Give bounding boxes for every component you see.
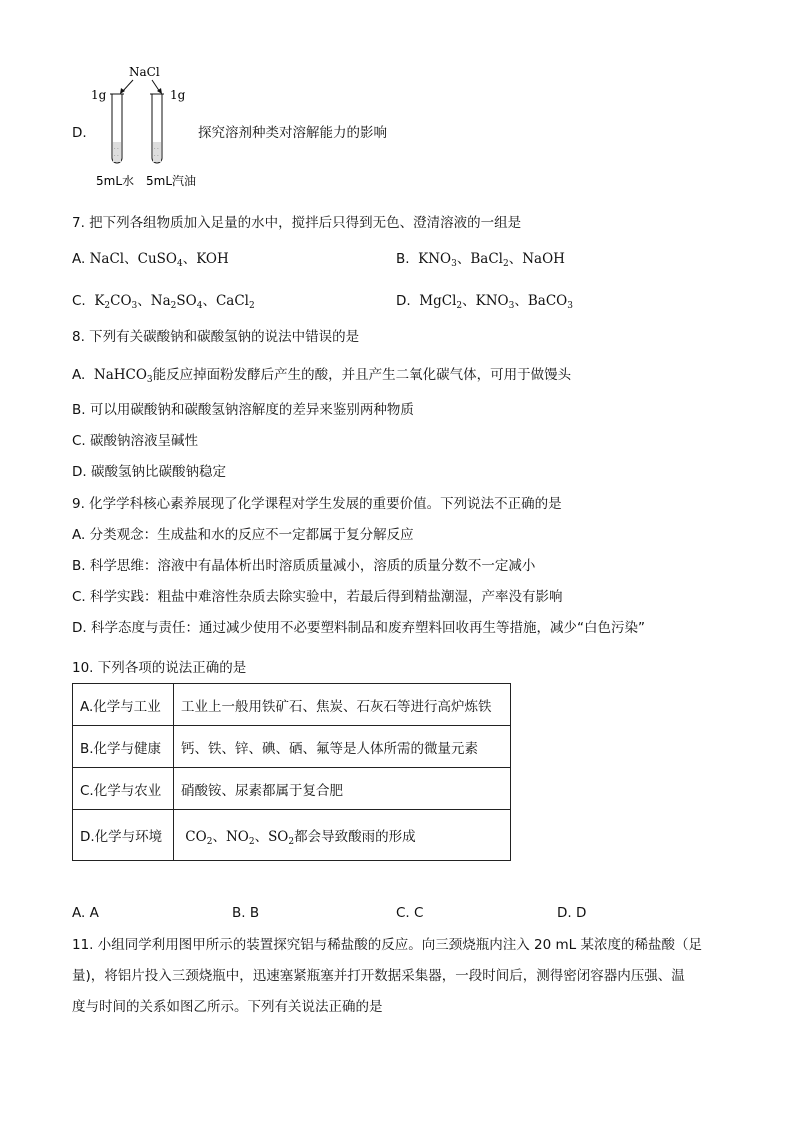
svg-text:· ·: · · <box>154 153 159 159</box>
table-cell-value: 工业上一般用铁矿石、焦炭、石灰石等进行高炉炼铁 <box>174 684 511 726</box>
q7-option-d: D. MgCl$_2$、$KNO_3$、BaCO$_3$ <box>396 293 573 311</box>
svg-text:· ·: · · <box>154 146 159 152</box>
table-cell-value: 钙、铁、锌、碘、硒、氟等是人体所需的微量元素 <box>174 726 511 768</box>
figure-left-solvent: 5mL水 <box>96 174 135 188</box>
q9-option-c: C. 科学实践：粗盐中难溶性杂质去除实验中，若最后得到精盐潮湿，产率没有影响 <box>72 589 563 605</box>
figure-right-solvent: 5mL汽油 <box>146 174 197 188</box>
q7-option-c: C. $K_2CO_3$、$Na_2SO_4$、CaCl$_2$ <box>72 293 255 311</box>
table-row <box>73 726 511 768</box>
figure-right-mass: 1g <box>170 88 186 102</box>
table-cell-key: A.化学与工业 <box>73 684 174 726</box>
q8-option-c: C. 碳酸钠溶液呈碱性 <box>72 433 199 449</box>
q8-option-d: D. 碳酸氢钠比碳酸钠稳定 <box>72 464 226 480</box>
question-10-stem: 10. 下列各项的说法正确的是 <box>72 660 247 676</box>
table-cell-key: B.化学与健康 <box>73 726 174 768</box>
table-row <box>73 768 511 810</box>
question-11-line-2: 量)，将铝片投入三颈烧瓶中，迅速塞紧瓶塞并打开数据采集器，一段时间后，测得密闭容器内压强、温 <box>72 968 685 984</box>
q10-answer-a: A. A <box>72 905 99 921</box>
q7-option-b: B. $KNO_3$、BaCl$_2$、NaOH <box>396 251 565 269</box>
table-cell-key: C.化学与农业 <box>73 768 174 810</box>
svg-text:· ·: · · <box>114 146 119 152</box>
figure-reagent-label: NaCl <box>129 65 160 79</box>
q10-options-table <box>72 683 511 861</box>
q9-option-d: D. 科学态度与责任：通过减少使用不必要塑料制品和废弃塑料回收再生等措施，减少“白色污染” <box>72 620 645 636</box>
q10-answer-c: C. C <box>396 905 424 921</box>
q10-answer-b: B. B <box>232 905 260 921</box>
question-11-line-1: 11. 小组同学利用图甲所示的装置探究铝与稀盐酸的反应。向三颈烧瓶内注入 20 mL 某浓度的稀盐酸（足 <box>72 937 702 953</box>
svg-text:· ·: · · <box>114 153 119 159</box>
table-cell-value: 硝酸铵、尿素都属于复合肥 <box>174 768 511 810</box>
q8-option-a: A. NaHCO$_3$能反应掉面粉发酵后产生的酸，并且产生二氧化碳气体，可用于做馒头 <box>72 367 572 385</box>
question-8-stem: 8. 下列有关碳酸钠和碳酸氢钠的说法中错误的是 <box>72 329 360 345</box>
q9-option-b: B. 科学思维：溶液中有晶体析出时溶质质量减小，溶质的质量分数不一定减小 <box>72 558 536 574</box>
table-row <box>73 684 511 726</box>
table-row <box>73 810 511 861</box>
q10-answer-d: D. D <box>557 905 587 921</box>
q9-option-a: A. 分类观念：生成盐和水的反应不一定都属于复分解反应 <box>72 527 414 543</box>
table-cell-value: $CO_2$、$NO_2$、$SO_2$都会导致酸雨的形成 <box>174 810 511 861</box>
q8-option-b: B. 可以用碳酸钠和碳酸氢钠溶解度的差异来鉴别两种物质 <box>72 402 414 418</box>
question-9-stem: 9. 化学学科核心素养展现了化学课程对学生发展的重要价值。下列说法不正确的是 <box>72 496 562 512</box>
test-tube-figure <box>88 62 208 190</box>
q7-option-a: A. NaCl、CuSO$_4$、KOH <box>72 251 229 269</box>
option-d-label: D. <box>72 125 87 141</box>
table-cell-key: D.化学与环境 <box>73 810 174 861</box>
figure-left-mass: 1g <box>91 88 107 102</box>
question-7-stem: 7. 把下列各组物质加入足量的水中，搅拌后只得到无色、澄清溶液的一组是 <box>72 215 522 231</box>
option-d-text: 探究溶剂种类对溶解能力的影响 <box>198 125 387 141</box>
question-11-line-3: 度与时间的关系如图乙所示。下列有关说法正确的是 <box>72 999 383 1015</box>
